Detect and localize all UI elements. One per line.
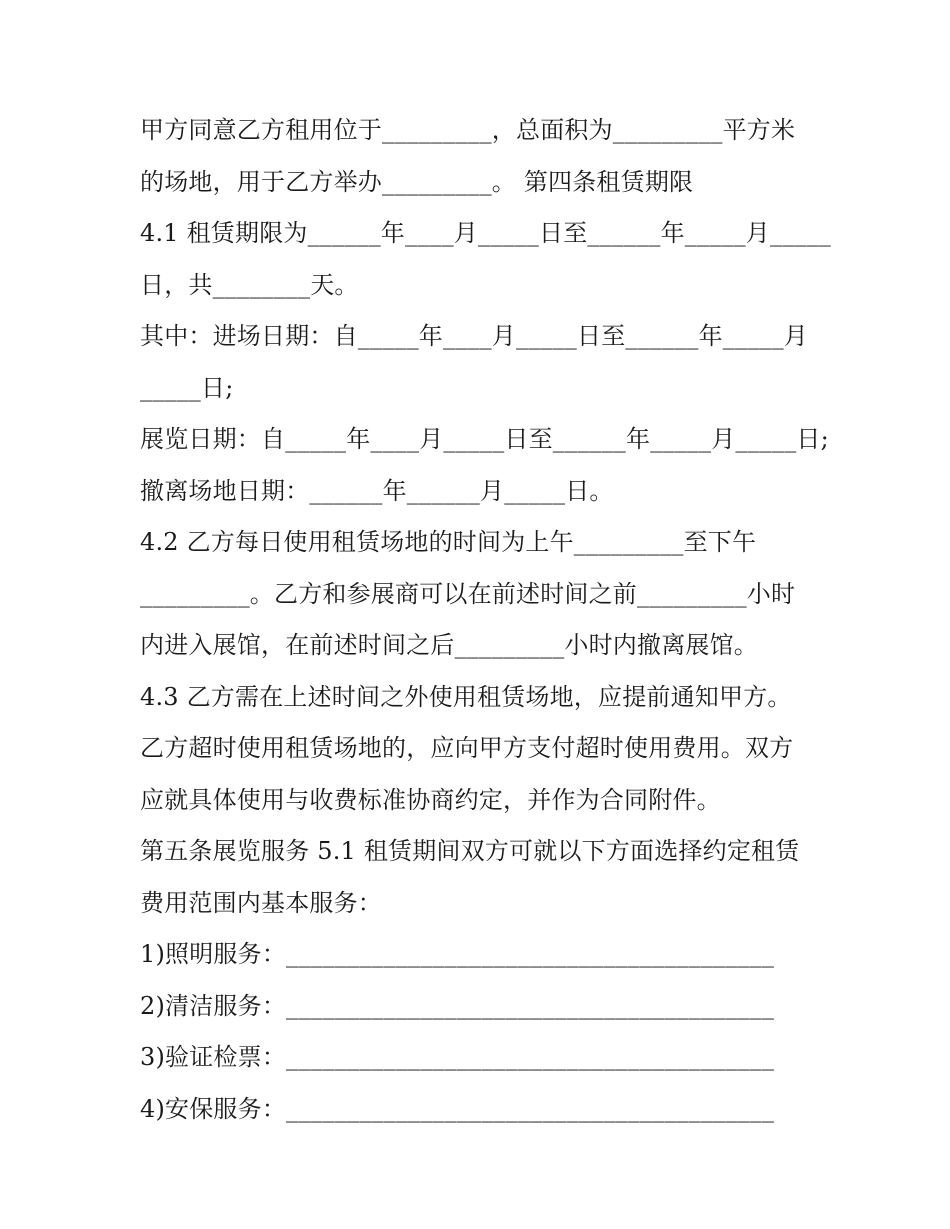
text-line: 1)照明服务：________________________________________	[140, 940, 775, 968]
text-line: 4)安保服务：________________________________________	[140, 1094, 775, 1123]
text-line: 3)验证检票：________________________________________	[140, 1043, 775, 1071]
text-line: 第五条展览服务 5.1 租赁期间双方可就以下方面选择约定租赁	[140, 837, 800, 865]
text-line: 甲方同意乙方租用位于_________，总面积为_________平方米	[140, 116, 796, 144]
text-line: 撤离场地日期：______年______月_____日。	[140, 476, 614, 505]
document-page	[140, 105, 831, 1135]
text-line: 内进入展馆，在前述时间之后_________小时内撤离展馆。	[140, 631, 758, 659]
text-line: 4.3 乙方需在上述时间之外使用租赁场地，应提前通知甲方。	[140, 682, 792, 711]
text-line: 4.1 租赁期限为______年____月_____日至______年_____月_____	[140, 219, 831, 247]
text-line: 应就具体使用与收费标准协商约定，并作为合同附件。	[140, 785, 721, 814]
text-line: _____日;	[140, 373, 234, 402]
text-line: 日，共________天。	[140, 270, 359, 299]
text-line: 其中：进场日期：自_____年____月_____日至______年_____月	[140, 322, 808, 350]
text-line: 费用范围内基本服务：	[140, 888, 382, 917]
text-line: 的场地，用于乙方举办_________。 第四条租赁期限	[140, 167, 694, 196]
text-line: 2)清洁服务：________________________________________	[140, 991, 775, 1020]
text-line: _________。乙方和参展商可以在前述时间之前_________小时	[140, 579, 796, 608]
text-line: 4.2 乙方每日使用租赁场地的时间为上午_________至下午	[140, 528, 757, 556]
text-line: 乙方超时使用租赁场地的，应向甲方支付超时使用费用。双方	[140, 734, 794, 762]
text-line: 展览日期：自_____年____月_____日至______年_____月_____日;	[140, 425, 829, 453]
